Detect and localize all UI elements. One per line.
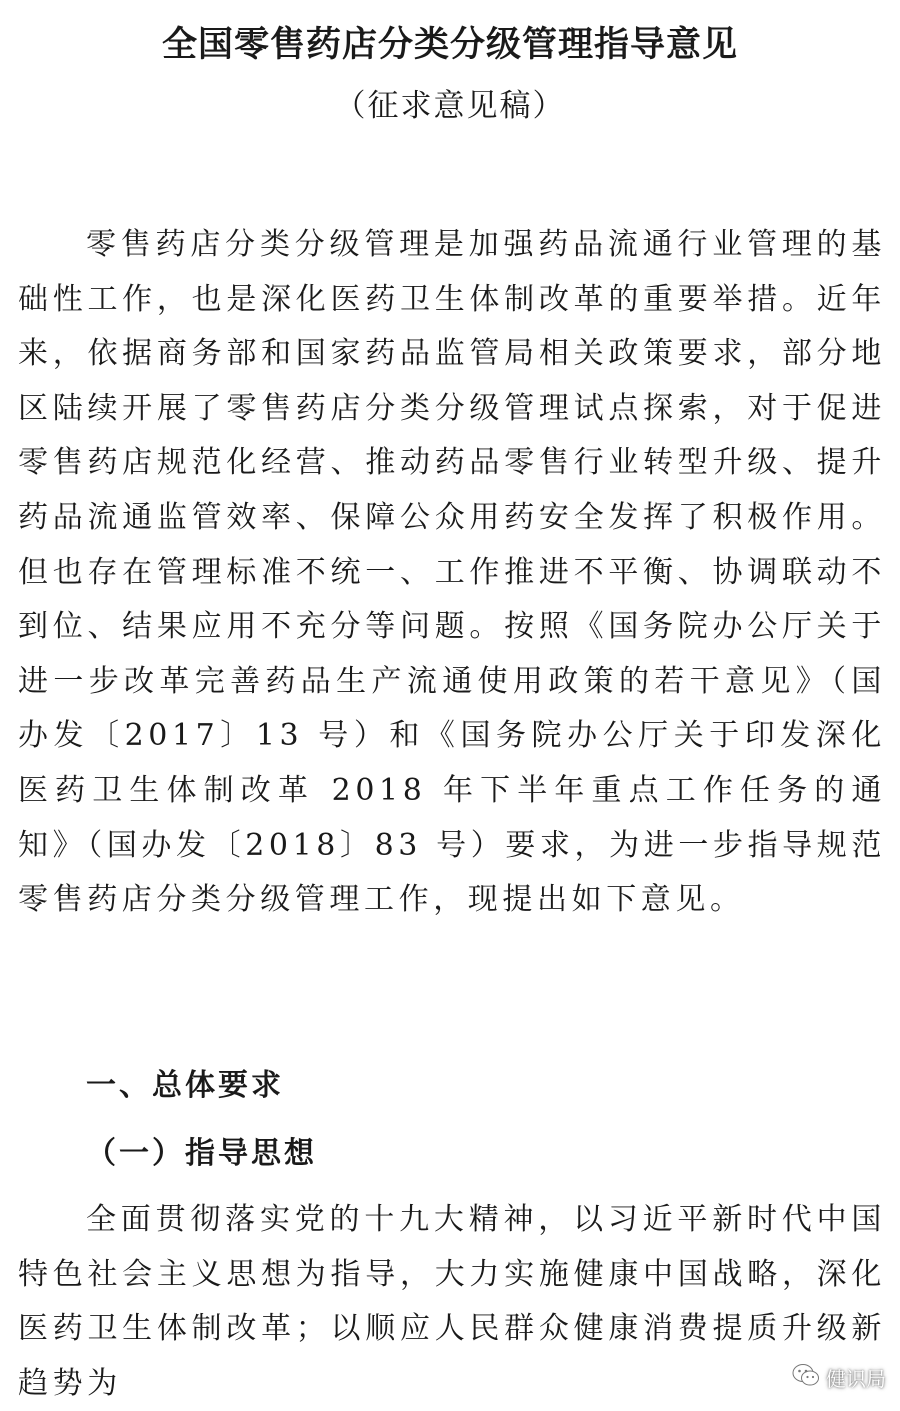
wechat-icon (792, 1363, 820, 1392)
watermark-label: 健识局 (826, 1367, 886, 1391)
document-subtitle: （征求意见稿） (334, 88, 566, 124)
subsection-heading: （一）指导思想 (86, 1136, 317, 1171)
guiding-paragraph: 全面贯彻落实党的十九大精神，以习近平新时代中国特色社会主义思想为指导，大力实施健康中国战略，深化医药卫生体制改革；以顺应人民群众健康消费提质升级新趋势为 (18, 1202, 886, 1401)
watermark (792, 1363, 886, 1392)
document-title: 全国零售药店分类分级管理指导意见 (161, 25, 738, 65)
section-heading: 一、总体要求 (86, 1068, 284, 1103)
intro-paragraph: 零售药店分类分级管理是加强药品流通行业管理的基础性工作，也是深化医药卫生体制改革的重要举措。近年来，依据商务部和国家药品监管局相关政策要求，部分地区陆续开展了零售药店分类分级管理试点探索，对于促进零售药店规范化经营、推动药品零售行业转型升级、提升药品流通监管效率、保障公众用药安全发挥了积极作用。但也存在管理标准不统一、工作推进不平衡、协调联动不到位、结果应用不充分等问题。按照《国务院办公厅关于进一步改革完善药品生产流通使用政策的若干意见》（国办发〔2017〕13 号）和《国务院办公厅关于印发深化医药卫生体制改革 2018 年下半年重点工作任务的通知》（国办发〔2018〕83 号）要求，为进一步指导规范零售药店分类分级管理工作，现提出如下意见。 (18, 227, 886, 918)
